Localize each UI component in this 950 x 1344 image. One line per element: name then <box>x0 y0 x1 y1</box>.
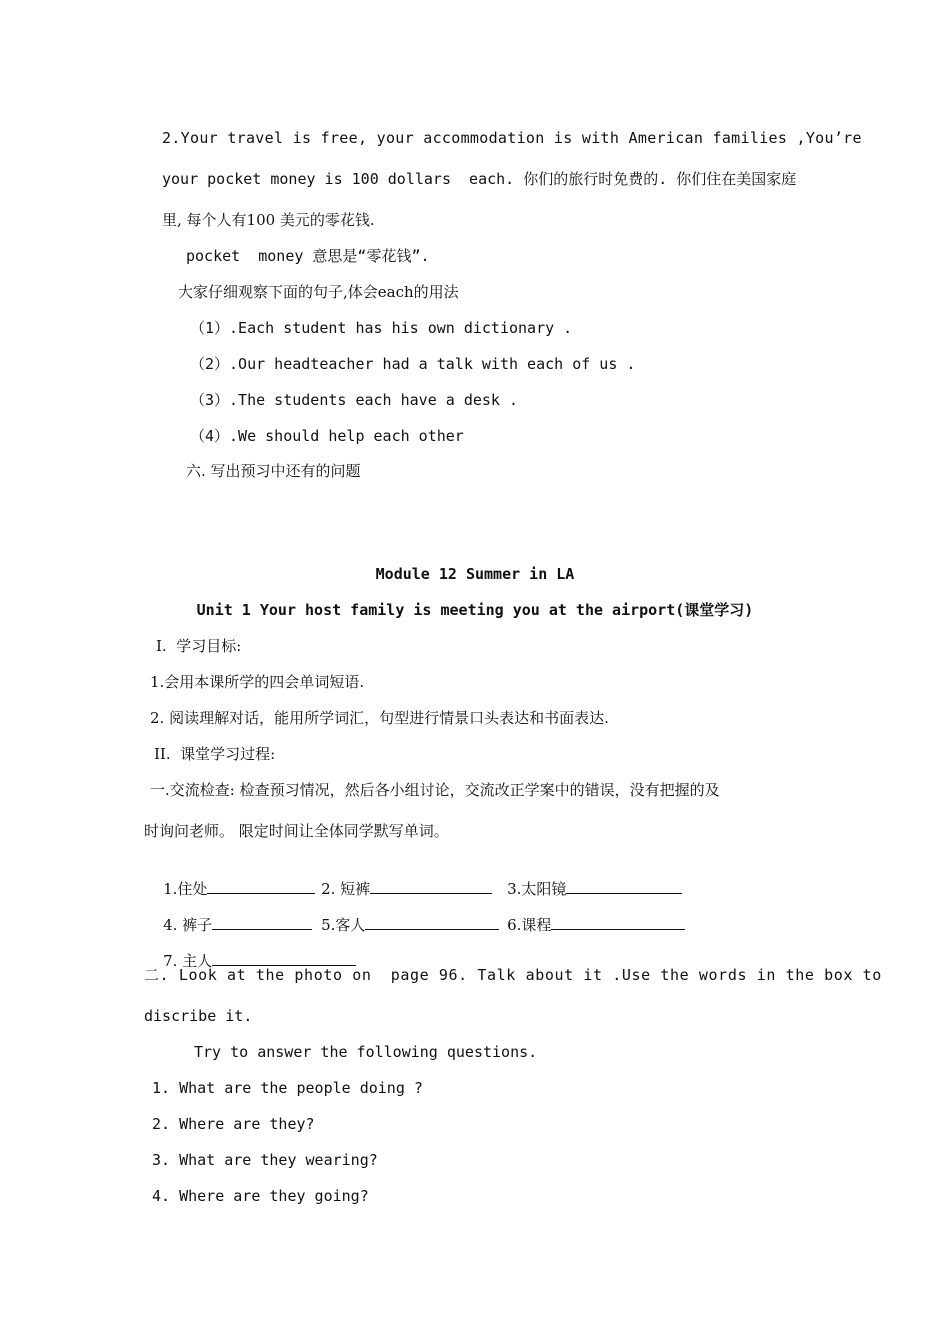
question-2: 2. Where are they? <box>152 1115 315 1133</box>
vocab-blank-1[interactable] <box>207 877 315 894</box>
module-title: Module 12 Summer in LA <box>375 565 575 583</box>
vocab-label-3: 3.太阳镜 <box>507 880 567 898</box>
vocab-label-1: 1.住处 <box>163 880 208 898</box>
vocab-blank-3[interactable] <box>566 877 682 894</box>
pocket-money-note: pocket money 意思是“零花钱”. <box>186 247 430 265</box>
vocab-blank-2[interactable] <box>370 877 492 894</box>
example-sentence-3: （3）.The students each have a desk . <box>190 391 519 409</box>
vocab-blank-7[interactable] <box>212 949 356 966</box>
note2-line2: your pocket money is 100 dollars each. 你们的旅行时免费的. 你们住在美国家庭 <box>162 170 797 188</box>
question-4: 4. Where are they going? <box>152 1187 369 1205</box>
exchange-line2: 时询问老师。 限定时间让全体同学默写单词。 <box>144 822 449 840</box>
exchange-line1: 一.交流检查: 检查预习情况，然后各小组讨论，交流改正学案中的错误，没有把握的及 <box>150 781 720 799</box>
section-6-heading: 六. 写出预习中还有的问题 <box>186 462 361 480</box>
observe-instruction: 大家仔细观察下面的句子,体会each的用法 <box>178 283 459 301</box>
vocab-label-6: 6.课程 <box>507 916 552 934</box>
vocab-blank-5[interactable] <box>365 913 499 930</box>
note2-line3: 里, 每个人有100 美元的零花钱. <box>162 211 375 229</box>
goal-2: 2. 阅读理解对话，能用所学词汇，句型进行情景口头表达和书面表达. <box>150 709 609 727</box>
unit-title: Unit 1 Your host family is meeting you at the airport(课堂学习) <box>196 601 754 619</box>
vocab-label-5: 5.客人 <box>321 916 366 934</box>
question-3: 3. What are they wearing? <box>152 1151 378 1169</box>
vocab-item-6 <box>488 893 685 955</box>
note2-line1: 2.Your travel is free, your accommodation is with American families ,You’re <box>162 129 862 147</box>
example-sentence-2: （2）.Our headteacher had a talk with each of us . <box>190 355 636 373</box>
process-heading: II. 课堂学习过程: <box>154 745 276 763</box>
vocab-label-7: 7. 主人 <box>163 952 213 970</box>
vocab-label-4: 4. 裤子 <box>163 916 213 934</box>
goal-1: 1.会用本课所学的四会单词短语. <box>150 673 365 691</box>
example-sentence-1: （1）.Each student has his own dictionary . <box>190 319 573 337</box>
photo-task-line1: 二. Look at the photo on page 96. Talk about it .Use the words in the box to <box>144 966 882 984</box>
vocab-blank-4[interactable] <box>212 913 312 930</box>
example-sentence-4: （4）.We should help each other <box>190 427 464 445</box>
goals-heading: Ⅰ. 学习目标: <box>156 637 242 655</box>
vocab-blank-6[interactable] <box>551 913 685 930</box>
question-1: 1. What are the people doing ? <box>152 1079 423 1097</box>
vocab-label-2: 2. 短裤 <box>321 880 371 898</box>
questions-instruction: Try to answer the following questions. <box>194 1043 538 1061</box>
photo-task-line2: discribe it. <box>144 1007 253 1025</box>
